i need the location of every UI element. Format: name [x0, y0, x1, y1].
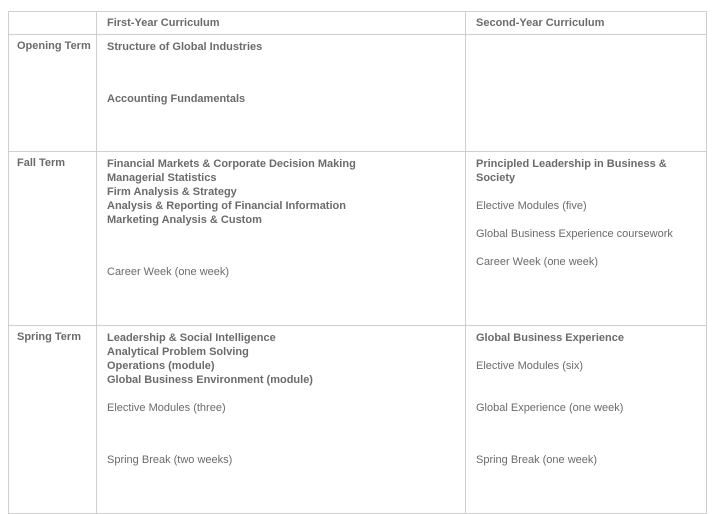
curriculum-table	[8, 11, 707, 514]
course-item: Principled Leadership in Business & Society	[476, 158, 667, 184]
header-second-year: Second-Year Curriculum	[466, 12, 707, 35]
course-item: Marketing Analysis & Custom	[107, 214, 262, 226]
course-item: Career Week (one week)	[476, 256, 599, 268]
header-corner-cell	[9, 12, 97, 35]
course-item: Financial Markets & Corporate Decision Making	[107, 158, 356, 170]
header-first-year: First-Year Curriculum	[97, 12, 466, 35]
course-item: Global Experience (one week)	[476, 402, 624, 414]
opening-first-year-cell	[97, 35, 466, 152]
course-item: Leadership & Social Intelligence	[107, 332, 276, 344]
course-item: Analytical Problem Solving	[107, 346, 249, 358]
header-row	[9, 12, 707, 35]
fall-second-year-cell	[466, 152, 707, 326]
row-fall-term	[9, 152, 707, 326]
course-item: Global Business Experience	[476, 332, 624, 344]
course-item: Analysis & Reporting of Financial Information	[107, 200, 346, 212]
term-label: Spring Term	[9, 326, 97, 514]
opening-second-year-cell	[466, 35, 707, 152]
course-item: Elective Modules (three)	[107, 402, 226, 414]
row-opening-term	[9, 35, 707, 152]
course-item: Elective Modules (six)	[476, 360, 583, 372]
fall-first-year-cell	[97, 152, 466, 326]
spring-second-year-cell	[466, 326, 707, 514]
course-item: Spring Break (two weeks)	[107, 454, 233, 466]
course-item: Operations (module)	[107, 360, 215, 372]
row-spring-term	[9, 326, 707, 514]
course-item: Accounting Fundamentals	[107, 93, 246, 105]
course-item: Global Business Environment (module)	[107, 374, 313, 386]
course-item: Firm Analysis & Strategy	[107, 186, 237, 198]
course-item: Career Week (one week)	[107, 266, 230, 278]
course-item: Elective Modules (five)	[476, 200, 587, 212]
course-item: Managerial Statistics	[107, 172, 217, 184]
spring-first-year-cell	[97, 326, 466, 514]
term-label: Fall Term	[9, 152, 97, 326]
course-item: Structure of Global Industries	[107, 41, 263, 53]
term-label: Opening Term	[9, 35, 97, 152]
course-item: Global Business Experience coursework	[476, 228, 673, 240]
course-item: Spring Break (one week)	[476, 454, 598, 466]
